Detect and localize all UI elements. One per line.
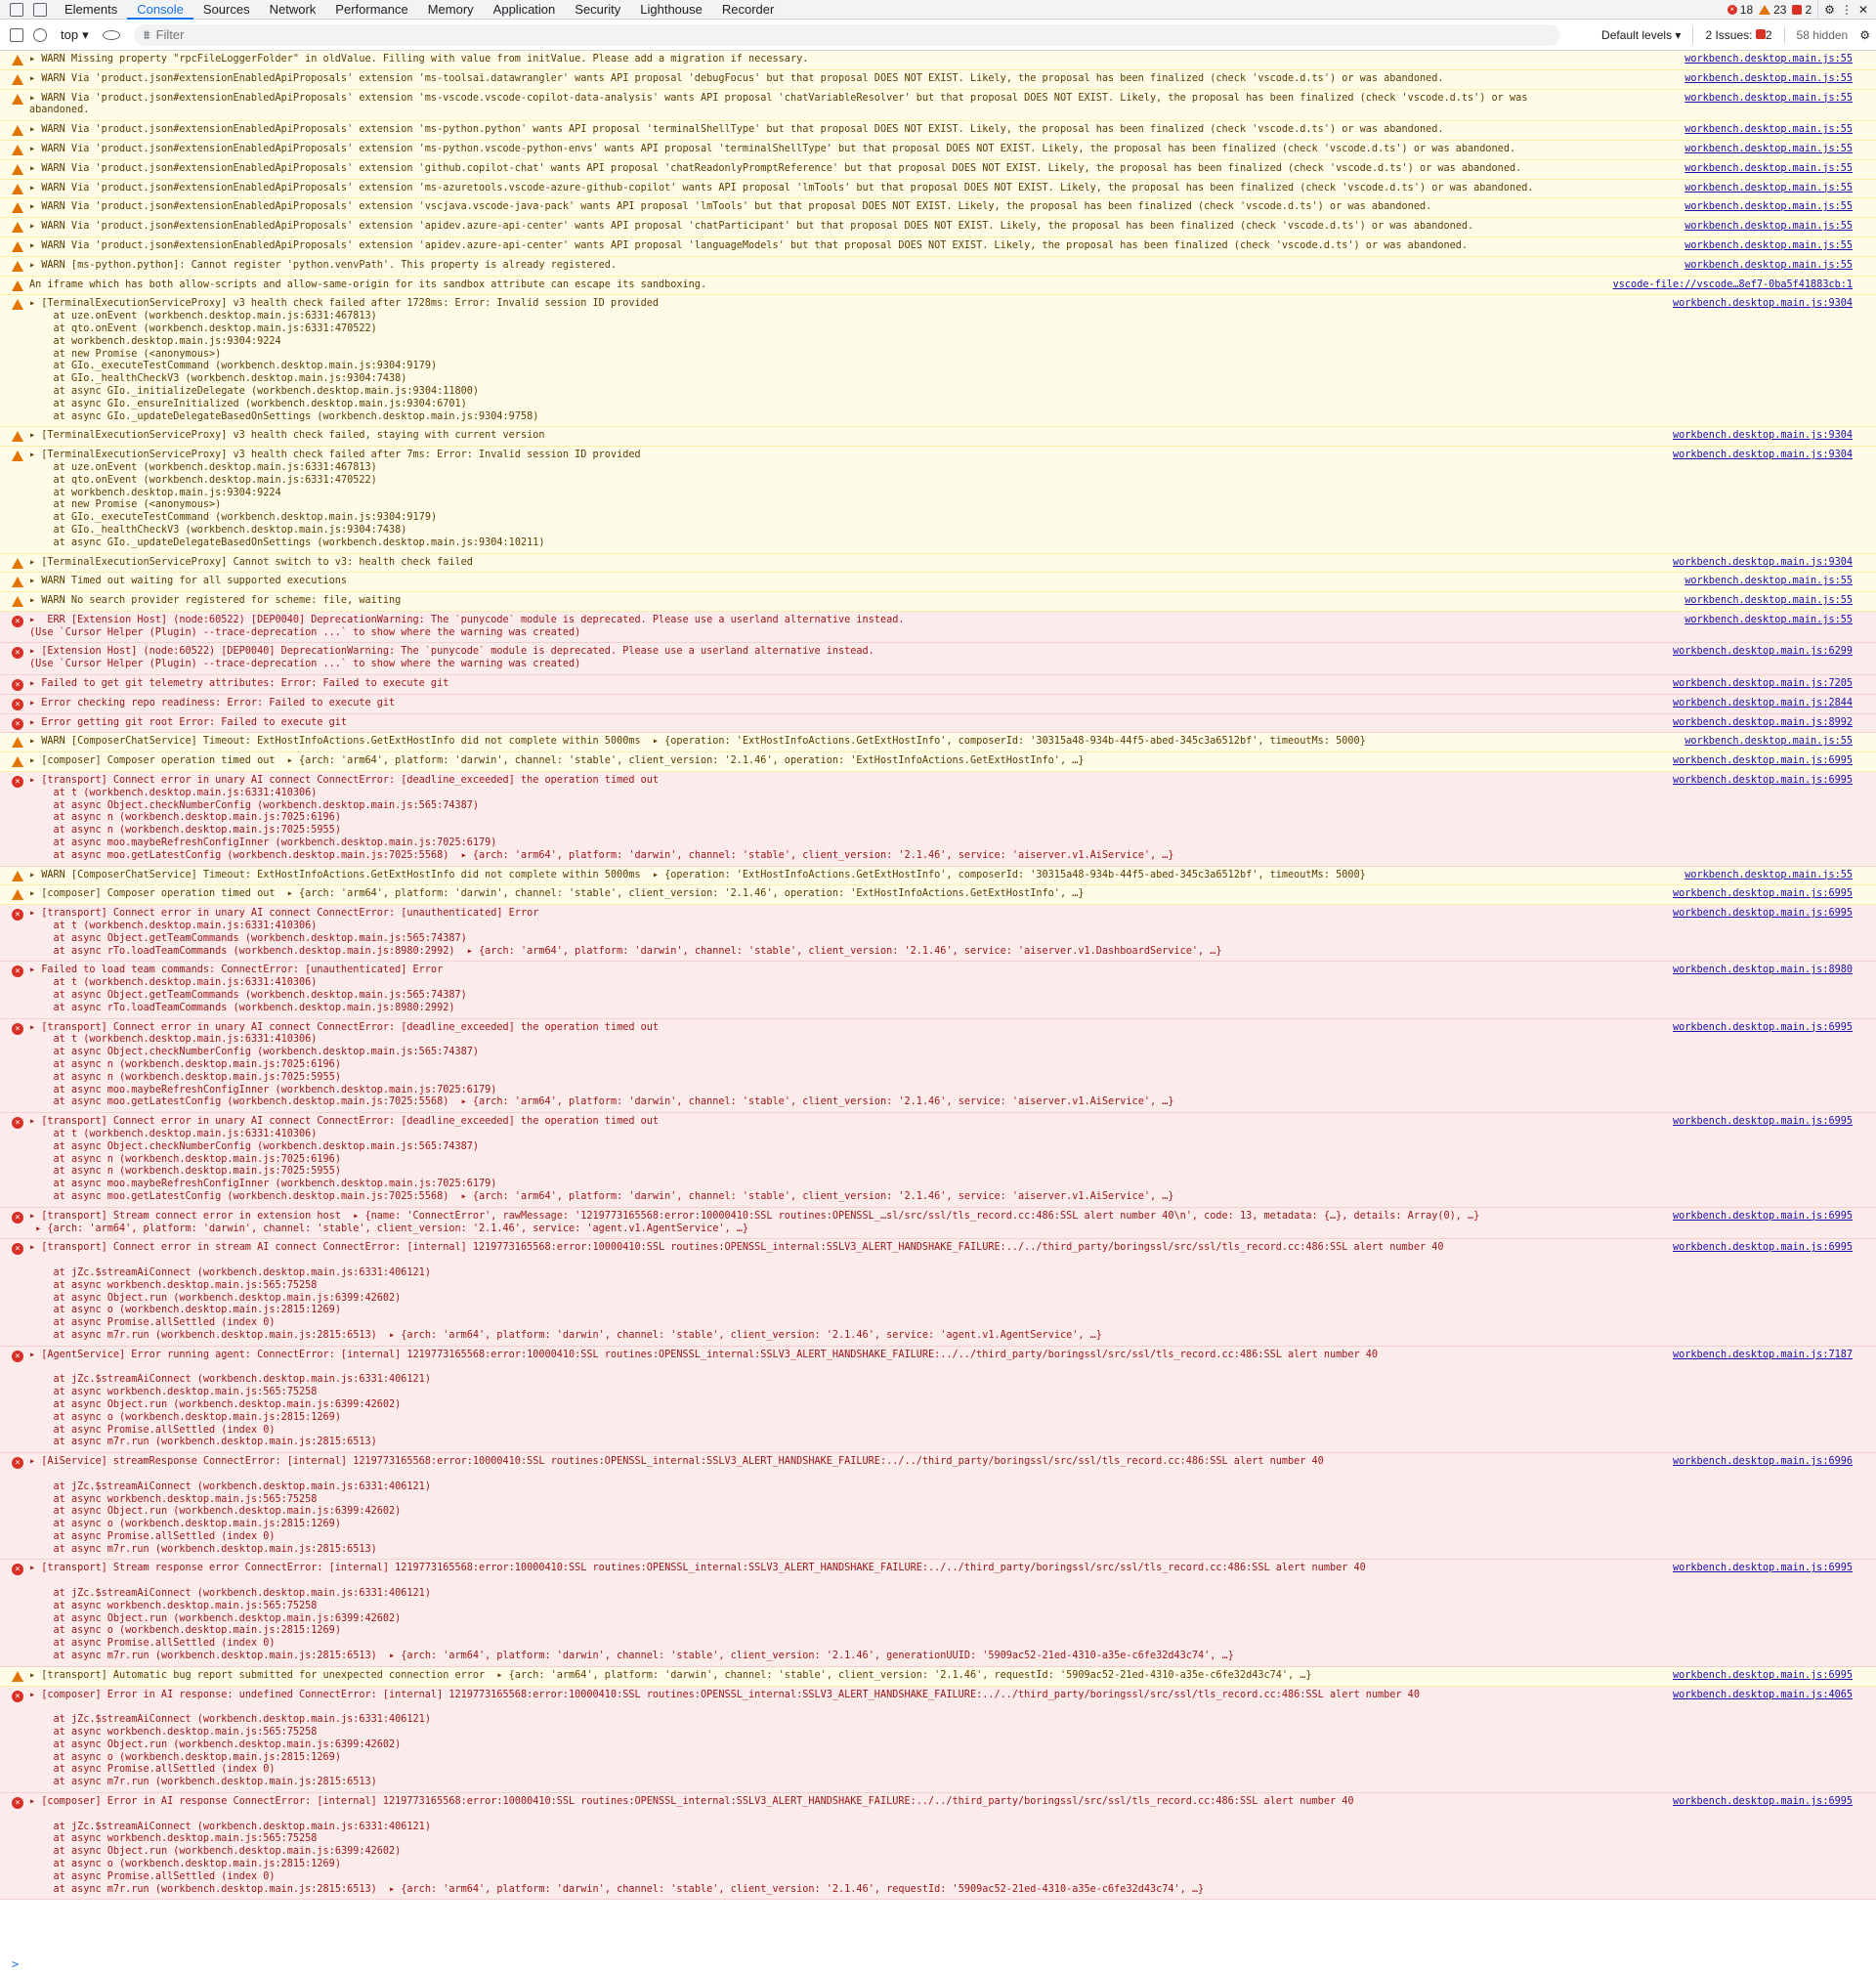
message-text: ▸ WARN Timed out waiting for all supported executions — [29, 576, 348, 587]
console-message-err[interactable] — [0, 612, 1876, 644]
source-link[interactable]: workbench.desktop.main.js:6995 — [1667, 775, 1853, 788]
warning-icon — [12, 164, 23, 175]
warning-icon — [12, 299, 23, 310]
message-text: ▸ WARN Via 'product.json#extensionEnabledApiProposals' extension 'github.copilot-chat' wants API proposal 'chatReadonlyPromptReference' but that proposal DOES NOT EXIST. Likely, the proposal has been finalized (check 'vscode.d.ts') or was abandoned. — [29, 162, 1522, 174]
issues-label: 2 Issues: — [1705, 28, 1753, 42]
error-icon: × — [12, 699, 23, 710]
error-icon: × — [12, 1243, 23, 1255]
source-link[interactable]: workbench.desktop.main.js:55 — [1679, 144, 1853, 156]
divider — [1784, 26, 1785, 44]
console-message-warn[interactable] — [0, 70, 1876, 90]
context-selector[interactable] — [61, 27, 89, 43]
message-text: ▸ Failed to get git telemetry attributes: Error: Failed to execute git — [29, 678, 449, 690]
warning-icon — [12, 241, 23, 252]
more-menu-icon[interactable]: ⋮ — [1840, 3, 1853, 17]
source-link[interactable]: workbench.desktop.main.js:6995 — [1667, 1022, 1853, 1035]
tab-performance[interactable]: Performance — [335, 1, 408, 17]
message-text: ▸ WARN Via 'product.json#extensionEnabledApiProposals' extension 'apidev.azure-api-center' wants API proposal 'chatParticipant' but that proposal DOES NOT EXIST. Likely, the proposal has been finalized (check 'vscode.d.ts') or was abandoned. — [29, 221, 1474, 233]
console-message-err[interactable] — [0, 962, 1876, 1018]
console-message-err[interactable] — [0, 1453, 1876, 1560]
tab-recorder[interactable]: Recorder — [721, 1, 775, 17]
console-message-err[interactable] — [0, 1793, 1876, 1900]
source-link[interactable]: workbench.desktop.main.js:2844 — [1667, 698, 1853, 710]
prompt-caret: > — [12, 1957, 20, 1971]
hidden-count: 58 hidden — [1796, 28, 1849, 42]
error-icon: × — [12, 679, 23, 691]
console-message-warn[interactable] — [0, 180, 1876, 199]
message-text: ▸ [AgentService] Error running agent: ConnectError: [internal] 1219773165568:error:10000410:SSL routines:OPENSSL_internal:SSLV3_ALERT_HANDSHAKE_FAILURE:../../third_party/boringssl/src/ssl/tls_record.cc:486:SSL alert number 40 at jZc.$streamAiConnect (workbench.desktop.main.js:6331:406121) at async workbench.desktop.main.js:565:75258 at async Object.run (workbench.desktop.main.js:6399:42602) at async o (workbench.desktop.main.js:2815:1269) at async Promise.allSettled (index 0) at async m7r.run (workbench.desktop.main.js:2815:6513) — [29, 1349, 1379, 1448]
source-link[interactable]: workbench.desktop.main.js:55 — [1679, 240, 1853, 253]
warning-icon — [12, 125, 23, 136]
message-text: ▸ WARN Via 'product.json#extensionEnabledApiProposals' extension 'ms-vscode.vscode-copilot-data-analysis' wants API proposal 'chatVariableResolver' but that proposal DOES NOT EXIST. Likely, the proposal has been finalized (check 'vscode.d.ts') or was abandoned. — [29, 92, 1528, 116]
source-link[interactable]: workbench.desktop.main.js:6995 — [1667, 1563, 1853, 1575]
console-message-err[interactable] — [0, 675, 1876, 695]
error-icon: × — [12, 966, 23, 977]
console-message-warn[interactable] — [0, 121, 1876, 141]
message-text: ▸ [TerminalExecutionServiceProxy] v3 health check failed after 7ms: Error: Invalid session ID provided at uze.onEvent (workbench.desktop.main.js:6331:467813) at qto.onEvent (workbench.desktop.main.js:6331:470522) at workbench.desktop.main.js:9304:9224 at new Promise (<anonymous>) at GIo._executeTestCommand (workbench.desktop.main.js:9304:9179) at GIo._healthCheckV3 (workbench.desktop.main.js:9304:7438) at async GIo._updateDelegateBasedOnSettings (workbench.desktop.main.js:9304:10211) — [29, 450, 641, 548]
log-levels-dropdown[interactable] — [1601, 28, 1681, 42]
console-message-warn[interactable] — [0, 141, 1876, 160]
source-link[interactable]: workbench.desktop.main.js:6995 — [1667, 888, 1853, 901]
filter-icon: ⩩ — [143, 26, 150, 42]
message-text: ▸ [composer] Error in AI response ConnectError: [internal] 1219773165568:error:10000410:SSL routines:OPENSSL_internal:SSLV3_ALERT_HANDSHAKE_FAILURE:../../third_party/boringssl/src/ssl/tls_record.cc:486:SSL alert number 40 at jZc.$streamAiConnect (workbench.desktop.main.js:6331:406121) at async workbench.desktop.main.js:565:75258 at async Object.run (workbench.desktop.main.js:6399:42602) at async o (workbench.desktop.main.js:2815:1269) at async Promise.allSettled (index 0) at async m7r.run (workbench.desktop.main.js:2815:6513) ▸ {arch: 'arm64', platform: 'darwin', channel: 'stable', client_version: '2.1.46', requestId: '5909ac52-21ed-4310-a35e-c6fe32d43c74', …} — [29, 1796, 1354, 1895]
gear-icon[interactable]: ⚙ — [1824, 3, 1835, 17]
warning-icon — [12, 280, 23, 291]
message-text: ▸ [transport] Connect error in stream AI connect ConnectError: [internal] 1219773165568:error:10000410:SSL routines:OPENSSL_internal:SSLV3_ALERT_HANDSHAKE_FAILURE:../../third_party/boringssl/src/ssl/tls_record.cc:486:SSL alert number 40 at jZc.$streamAiConnect (workbench.desktop.main.js:6331:406121) at async workbench.desktop.main.js:565:75258 at async Object.run (workbench.desktop.main.js:6399:42602) at async o (workbench.desktop.main.js:2815:1269) at async Promise.allSettled (index 0) at async m7r.run (workbench.desktop.main.js:2815:6513) ▸ {arch: 'arm64', platform: 'darwin', channel: 'stable', client_version: '2.1.46', service: 'agent.v1.AgentService', …} — [29, 1242, 1444, 1341]
error-icon: × — [12, 1212, 23, 1223]
message-text: ▸ WARN Via 'product.json#extensionEnabledApiProposals' extension 'vscjava.vscode-java-pack' wants API proposal 'lmTools' but that proposal DOES NOT EXIST. Likely, the proposal has been finalized (check 'vscode.d.ts') or was abandoned. — [29, 201, 1432, 213]
warning-icon — [12, 756, 23, 767]
warning-icon — [12, 74, 23, 85]
console-message-warn[interactable] — [0, 554, 1876, 574]
filter-input[interactable] — [156, 27, 1560, 42]
console-message-warn[interactable] — [0, 295, 1876, 427]
error-icon: × — [12, 1691, 23, 1702]
source-link[interactable]: workbench.desktop.main.js:55 — [1679, 595, 1853, 608]
context-label: top — [61, 27, 79, 42]
eye-icon[interactable] — [103, 30, 120, 40]
source-link[interactable]: workbench.desktop.main.js:9304 — [1667, 298, 1853, 311]
error-icon: × — [12, 1351, 23, 1362]
message-text: ▸ [TerminalExecutionServiceProxy] v3 health check failed, staying with current version — [29, 430, 545, 442]
warning-icon — [12, 1671, 23, 1682]
source-link[interactable]: workbench.desktop.main.js:55 — [1679, 93, 1853, 106]
source-link[interactable]: workbench.desktop.main.js:7205 — [1667, 678, 1853, 691]
error-icon: × — [12, 1023, 23, 1035]
warning-icon — [12, 889, 23, 900]
console-settings-icon[interactable]: ⚙ — [1859, 28, 1870, 42]
console-prompt[interactable] — [0, 1954, 1876, 1974]
console-message-err[interactable] — [0, 772, 1876, 867]
console-message-warn[interactable] — [0, 733, 1876, 752]
tab-security[interactable]: Security — [575, 1, 621, 17]
message-text: ▸ [transport] Stream response error ConnectError: [internal] 1219773165568:error:10000410:SSL routines:OPENSSL_internal:SSLV3_ALERT_HANDSHAKE_FAILURE:../../third_party/boringssl/src/ssl/tls_record.cc:486:SSL alert number 40 at jZc.$streamAiConnect (workbench.desktop.main.js:6331:406121) at async workbench.desktop.main.js:565:75258 at async Object.run (workbench.desktop.main.js:6399:42602) at async o (workbench.desktop.main.js:2815:1269) at async Promise.allSettled (index 0) at async m7r.run (workbench.desktop.main.js:2815:6513) ▸ {arch: 'arm64', platform: 'darwin', channel: 'stable', client_version: '2.1.46', generationUUID: '5909ac52-21ed-4310-a35e-c6fe32d43c74', …} — [29, 1563, 1366, 1662]
issue-icon — [1756, 29, 1766, 39]
error-icon: × — [1727, 5, 1737, 15]
message-text: ▸ [transport] Connect error in unary AI connect ConnectError: [deadline_exceeded] the operation timed out at t (workbench.desktop.main.js:6331:410306) at async Object.checkNumberConfig (workbench.desktop.main.js:565:74387) at async n (workbench.desktop.main.js:7025:6196) at async n (workbench.desktop.main.js:7025:5955) at async moo.maybeRefreshConfigInner (workbench.desktop.main.js:7025:6179) at async moo.getLatestConfig (workbench.desktop.main.js:7025:5568) ▸ {arch: 'arm64', platform: 'darwin', channel: 'stable', client_version: '2.1.46', service: 'aiserver.v1.AiService', …} — [29, 1116, 1174, 1202]
console-message-err[interactable] — [0, 695, 1876, 714]
source-link[interactable]: workbench.desktop.main.js:7187 — [1667, 1350, 1853, 1362]
divider — [1692, 26, 1693, 44]
console-message-err[interactable] — [0, 1560, 1876, 1666]
warning-icon — [12, 596, 23, 607]
tab-sources[interactable]: Sources — [202, 1, 250, 17]
console-message-err[interactable] — [0, 714, 1876, 734]
issue-icon — [1792, 5, 1802, 15]
error-icon: × — [12, 1457, 23, 1469]
tab-lighthouse[interactable]: Lighthouse — [640, 1, 703, 17]
console-message-warn[interactable] — [0, 447, 1876, 553]
source-link[interactable]: workbench.desktop.main.js:6995 — [1667, 755, 1853, 768]
source-link[interactable]: workbench.desktop.main.js:55 — [1679, 201, 1853, 214]
error-icon: × — [12, 1797, 23, 1809]
message-text: An iframe which has both allow-scripts and allow-same-origin for its sandbox attribute can escape its sandboxing. — [29, 279, 707, 290]
issues-link[interactable] — [1705, 28, 1771, 42]
message-text: ▸ [composer] Error in AI response: undefined ConnectError: [internal] 1219773165568:error:10000410:SSL routines:OPENSSL_internal:SSLV3_ALERT_HANDSHAKE_FAILURE:../../third_party/boringssl/src/ssl/tls_record.cc:486:SSL alert number 40 at jZc.$streamAiConnect (workbench.desktop.main.js:6331:406121) at async workbench.desktop.main.js:565:75258 at async Object.run (workbench.desktop.main.js:6399:42602) at async o (workbench.desktop.main.js:2815:1269) at async Promise.allSettled (index 0) at async m7r.run (workbench.desktop.main.js:2815:6513) — [29, 1689, 1420, 1788]
issue-count: 2 — [1805, 3, 1812, 17]
warning-icon — [12, 871, 23, 881]
message-text: ▸ ERR [Extension Host] (node:60522) [DEP0040] DeprecationWarning: The `punycode` module is deprecated. Please use a userland alternative instead. (Use `Cursor Helper (Plugin) --trace-deprecation ...` to show where the warning was created) — [29, 614, 905, 638]
source-link[interactable]: workbench.desktop.main.js:9304 — [1667, 430, 1853, 443]
console-message-err[interactable] — [0, 1687, 1876, 1793]
message-text: ▸ WARN [ComposerChatService] Timeout: ExtHostInfoActions.GetExtHostInfo did not complete within 5000ms ▸ {operation: 'ExtHostInfoActions.GetExtHostInfo', composerId: '30315a48-934b-44f5-abed-345c3a6512bf', timeoutMs: 5000} — [29, 736, 1366, 748]
warning-icon — [12, 431, 23, 442]
source-link[interactable]: workbench.desktop.main.js:55 — [1679, 870, 1853, 882]
message-text: ▸ [composer] Composer operation timed out ▸ {arch: 'arm64', platform: 'darwin', channel: 'stable', client_version: '2.1.46', operation: 'ExtHostInfoActions.GetExtHostInfo', …} — [29, 888, 1085, 900]
message-text: ▸ [composer] Composer operation timed out ▸ {arch: 'arm64', platform: 'darwin', channel: 'stable', client_version: '2.1.46', operation: 'ExtHostInfoActions.GetExtHostInfo', …} — [29, 755, 1085, 767]
close-icon[interactable]: ✕ — [1857, 3, 1868, 17]
source-link[interactable]: workbench.desktop.main.js:8992 — [1667, 717, 1853, 730]
chevron-down-icon: ▾ — [82, 26, 89, 42]
warning-icon — [12, 577, 23, 587]
error-icon: × — [12, 718, 23, 730]
panel-tabbar — [0, 0, 1876, 20]
error-icon: × — [12, 1564, 23, 1575]
console-message-warn[interactable] — [0, 885, 1876, 905]
error-icon: × — [12, 647, 23, 659]
console-message-warn[interactable] — [0, 257, 1876, 277]
device-toolbar-icon[interactable] — [33, 3, 47, 17]
tab-application[interactable]: Application — [492, 1, 556, 17]
error-icon: × — [12, 616, 23, 627]
error-icon: × — [12, 776, 23, 788]
chevron-down-icon: ▾ — [1675, 28, 1682, 42]
console-message-err[interactable] — [0, 1113, 1876, 1208]
source-link[interactable]: workbench.desktop.main.js:6995 — [1667, 908, 1853, 921]
source-link[interactable]: workbench.desktop.main.js:55 — [1679, 124, 1853, 137]
error-count: 18 — [1739, 3, 1754, 17]
filter-box — [134, 24, 1560, 46]
source-link[interactable]: workbench.desktop.main.js:55 — [1679, 576, 1853, 588]
tab-console[interactable]: Console — [127, 0, 193, 20]
console-message-warn[interactable] — [0, 160, 1876, 180]
message-text: ▸ [AiService] streamResponse ConnectError: [internal] 1219773165568:error:10000410:SSL routines:OPENSSL_internal:SSLV3_ALERT_HANDSHAKE_FAILURE:../../third_party/boringssl/src/ssl/tls_record.cc:486:SSL alert number 40 at jZc.$streamAiConnect (workbench.desktop.main.js:6331:406121) at async workbench.desktop.main.js:565:75258 at async Object.run (workbench.desktop.main.js:6399:42602) at async o (workbench.desktop.main.js:2815:1269) at async Promise.allSettled (index 0) at async m7r.run (workbench.desktop.main.js:2815:6513) — [29, 1456, 1324, 1555]
status-counts[interactable] — [1727, 0, 1868, 20]
console-message-warn[interactable] — [0, 218, 1876, 237]
sidebar-toggle-icon[interactable] — [10, 28, 23, 42]
message-text: ▸ WARN [ComposerChatService] Timeout: ExtHostInfoActions.GetExtHostInfo did not complete within 5000ms ▸ {operation: 'ExtHostInfoActions.GetExtHostInfo', composerId: '30315a48-934b-44f5-abed-345c3a6512bf', timeoutMs: 5000} — [29, 869, 1366, 880]
divider — [1817, 1, 1818, 19]
warning-icon — [12, 558, 23, 569]
source-link[interactable]: workbench.desktop.main.js:6299 — [1667, 646, 1853, 659]
message-text: ▸ [Extension Host] (node:60522) [DEP0040] DeprecationWarning: The `punycode` module is deprecated. Please use a userland alternative instead. (Use `Cursor Helper (Plugin) --trace-deprecation ...` to show where the warning was created) — [29, 646, 874, 670]
message-text: ▸ WARN Via 'product.json#extensionEnabledApiProposals' extension 'apidev.azure-api-center' wants API proposal 'languageModels' but that proposal DOES NOT EXIST. Likely, the proposal has been finalized (check 'vscode.d.ts') or was abandoned. — [29, 239, 1469, 251]
tab-elements[interactable]: Elements — [64, 1, 118, 17]
console-message-warn[interactable] — [0, 237, 1876, 257]
console-message-err[interactable] — [0, 643, 1876, 675]
message-text: ▸ WARN Via 'product.json#extensionEnabledApiProposals' extension 'ms-python.vscode-python-envs' wants API proposal 'terminalShellType' but that proposal DOES NOT EXIST. Likely, the proposal has been finalized (check 'vscode.d.ts') or was abandoned. — [29, 143, 1516, 154]
source-link[interactable]: workbench.desktop.main.js:55 — [1679, 54, 1853, 66]
error-icon: × — [12, 1117, 23, 1129]
console-message-warn[interactable] — [0, 277, 1876, 296]
source-link[interactable]: workbench.desktop.main.js:6995 — [1667, 1670, 1853, 1683]
source-link[interactable]: workbench.desktop.main.js:6995 — [1667, 1796, 1853, 1809]
tab-network[interactable]: Network — [269, 1, 317, 17]
source-link[interactable]: workbench.desktop.main.js:8980 — [1667, 965, 1853, 977]
warning-icon — [12, 202, 23, 213]
warning-icon — [12, 145, 23, 155]
message-text: ▸ WARN No search provider registered for scheme: file, waiting — [29, 595, 402, 607]
message-text: ▸ WARN Via 'product.json#extensionEnabledApiProposals' extension 'ms-python.python' wants API proposal 'terminalShellType' but that proposal DOES NOT EXIST. Likely, the proposal has been finalized (check 'vscode.d.ts') or was abandoned. — [29, 124, 1444, 136]
console-message-warn[interactable] — [0, 752, 1876, 772]
issues-count: 2 — [1765, 28, 1772, 42]
toolbar-right — [1601, 20, 1876, 51]
warning-icon — [12, 94, 23, 105]
warning-icon — [12, 55, 23, 65]
console-message-warn[interactable] — [0, 867, 1876, 886]
console-message-err[interactable] — [0, 1347, 1876, 1453]
console-message-warn[interactable] — [0, 1667, 1876, 1687]
source-link[interactable]: workbench.desktop.main.js:6995 — [1667, 1116, 1853, 1129]
console-messages — [0, 51, 1876, 1954]
inspect-element-icon[interactable] — [10, 3, 23, 17]
source-link[interactable]: workbench.desktop.main.js:55 — [1679, 221, 1853, 234]
error-icon: × — [12, 909, 23, 921]
warning-icon — [12, 184, 23, 194]
source-link[interactable]: workbench.desktop.main.js:55 — [1679, 736, 1853, 749]
source-link[interactable]: workbench.desktop.main.js:6995 — [1667, 1211, 1853, 1223]
message-text: ▸ [transport] Connect error in unary AI connect ConnectError: [unauthenticated] Error at t (workbench.desktop.main.js:6331:410306) at async Object.getTeamCommands (workbench.desktop.main.js:565:74387) at async rTo.loadTeamCommands (workbench.desktop.main.js:8980:2992) ▸ {arch: 'arm64', platform: 'darwin', channel: 'stable', client_version: '2.1.46', service: 'aiserver.v1.DashboardService', …} — [29, 908, 1222, 957]
log-levels-label: Default levels — [1601, 28, 1673, 42]
message-text: ▸ [transport] Automatic bug report submitted for unexpected connection error ▸ {arch: 'arm64', platform: 'darwin', channel: 'stable', client_version: '2.1.46', requestId: '5909ac52-21ed-4310-a35e-c6fe32d43c74', …} — [29, 1669, 1312, 1681]
source-link[interactable]: workbench.desktop.main.js:55 — [1679, 615, 1853, 627]
message-text: ▸ [transport] Stream connect error in extension host ▸ {name: 'ConnectError', rawMessage: '1219773165568:error:10000410:SSL routines:OPENSSL_…sl/src/ssl/tls_record.cc:486:SSL alert number 40\n', code: 13, metadata: {…}, details: Array(0), …} ▸ {arch: 'arm64', platform: 'darwin', channel: 'stable', client_version: '2.1.46', service: 'agent.v1.AgentService', …} — [29, 1210, 1480, 1234]
source-link[interactable]: workbench.desktop.main.js:55 — [1679, 73, 1853, 86]
console-message-err[interactable] — [0, 1239, 1876, 1346]
console-message-warn[interactable] — [0, 51, 1876, 70]
source-link[interactable]: workbench.desktop.main.js:55 — [1679, 163, 1853, 176]
console-toolbar — [0, 20, 1876, 51]
console-message-warn[interactable] — [0, 198, 1876, 218]
warning-icon — [12, 451, 23, 461]
warning-icon — [12, 222, 23, 233]
console-message-warn[interactable] — [0, 573, 1876, 592]
console-message-err[interactable] — [0, 1208, 1876, 1240]
message-text: ▸ [transport] Connect error in unary AI connect ConnectError: [deadline_exceeded] the operation timed out at t (workbench.desktop.main.js:6331:410306) at async Object.checkNumberConfig (workbench.desktop.main.js:565:74387) at async n (workbench.desktop.main.js:7025:6196) at async n (workbench.desktop.main.js:7025:5955) at async moo.maybeRefreshConfigInner (workbench.desktop.main.js:7025:6179) at async moo.getLatestConfig (workbench.desktop.main.js:7025:5568) ▸ {arch: 'arm64', platform: 'darwin', channel: 'stable', client_version: '2.1.46', service: 'aiserver.v1.AiService', …} — [29, 775, 1174, 861]
console-message-err[interactable] — [0, 905, 1876, 962]
warning-icon — [12, 737, 23, 748]
message-text: ▸ WARN Via 'product.json#extensionEnabledApiProposals' extension 'ms-toolsai.datawrangler' wants API proposal 'debugFocus' but that proposal DOES NOT EXIST. Likely, the proposal has been finalized (check 'vscode.d.ts') or was abandoned. — [29, 72, 1444, 84]
warning-count: 23 — [1773, 3, 1787, 17]
source-link[interactable]: workbench.desktop.main.js:6995 — [1667, 1242, 1853, 1255]
console-message-err[interactable] — [0, 1019, 1876, 1114]
source-link[interactable]: workbench.desktop.main.js:6996 — [1667, 1456, 1853, 1469]
console-message-warn[interactable] — [0, 90, 1876, 122]
message-text: ▸ [TerminalExecutionServiceProxy] Cannot switch to v3: health check failed — [29, 556, 473, 568]
message-text: ▸ [TerminalExecutionServiceProxy] v3 health check failed after 1728ms: Error: Invalid session ID provided at uze.onEvent (workbench.desktop.main.js:6331:467813) at qto.onEvent (workbench.desktop.main.js:6331:470522) at workbench.desktop.main.js:9304:9224 at new Promise (<anonymous>) at GIo._executeTestCommand (workbench.desktop.main.js:9304:9179) at GIo._healthCheckV3 (workbench.desktop.main.js:9304:7438) at async GIo._initializeDelegate (workbench.desktop.main.js:9304:11800) at async GIo._ensureInitialized (workbench.desktop.main.js:9304:6701) at async GIo._updateDelegateBasedOnSettings (workbench.desktop.main.js:9304:9758) — [29, 298, 660, 422]
message-text: ▸ Error getting git root Error: Failed to execute git — [29, 716, 348, 728]
message-text: ▸ WARN Missing property "rpcFileLoggerFolder" in oldValue. Filling with value from initValue. Please add a migration if necessary. — [29, 54, 809, 64]
clear-console-icon[interactable] — [33, 28, 47, 42]
source-link[interactable]: workbench.desktop.main.js:55 — [1679, 260, 1853, 273]
source-link[interactable]: workbench.desktop.main.js:9304 — [1667, 450, 1853, 462]
message-text: ▸ Error checking repo readiness: Error: Failed to execute git — [29, 697, 396, 708]
message-text: ▸ [transport] Connect error in unary AI connect ConnectError: [deadline_exceeded] the operation timed out at t (workbench.desktop.main.js:6331:410306) at async Object.checkNumberConfig (workbench.desktop.main.js:565:74387) at async n (workbench.desktop.main.js:7025:6196) at async n (workbench.desktop.main.js:7025:5955) at async moo.maybeRefreshConfigInner (workbench.desktop.main.js:7025:6179) at async moo.getLatestConfig (workbench.desktop.main.js:7025:5568) ▸ {arch: 'arm64', platform: 'darwin', channel: 'stable', client_version: '2.1.46', service: 'aiserver.v1.AiService', …} — [29, 1021, 1174, 1108]
tab-memory[interactable]: Memory — [427, 1, 474, 17]
console-message-warn[interactable] — [0, 592, 1876, 612]
source-link[interactable]: vscode-file://vscode…8ef7-0ba5f41883cb:1 — [1607, 279, 1853, 292]
warning-icon — [12, 261, 23, 272]
warning-icon — [1759, 5, 1770, 15]
message-text: ▸ WARN [ms-python.python]: Cannot register 'python.venvPath'. This property is already registered. — [29, 259, 618, 271]
message-text: ▸ WARN Via 'product.json#extensionEnabledApiProposals' extension 'ms-azuretools.vscode-azure-github-copilot' wants API proposal 'lmTools' but that proposal DOES NOT EXIST. Likely, the proposal has been finalized (check 'vscode.d.ts') or was abandoned. — [29, 182, 1534, 193]
source-link[interactable]: workbench.desktop.main.js:55 — [1679, 183, 1853, 195]
console-message-warn[interactable] — [0, 427, 1876, 447]
message-text: ▸ Failed to load team commands: ConnectError: [unauthenticated] Error at t (workbench.desktop.main.js:6331:410306) at async Object.getTeamCommands (workbench.desktop.main.js:565:74387) at async rTo.loadTeamCommands (workbench.desktop.main.js:8980:2992) — [29, 965, 467, 1013]
source-link[interactable]: workbench.desktop.main.js:9304 — [1667, 557, 1853, 570]
source-link[interactable]: workbench.desktop.main.js:4065 — [1667, 1690, 1853, 1702]
